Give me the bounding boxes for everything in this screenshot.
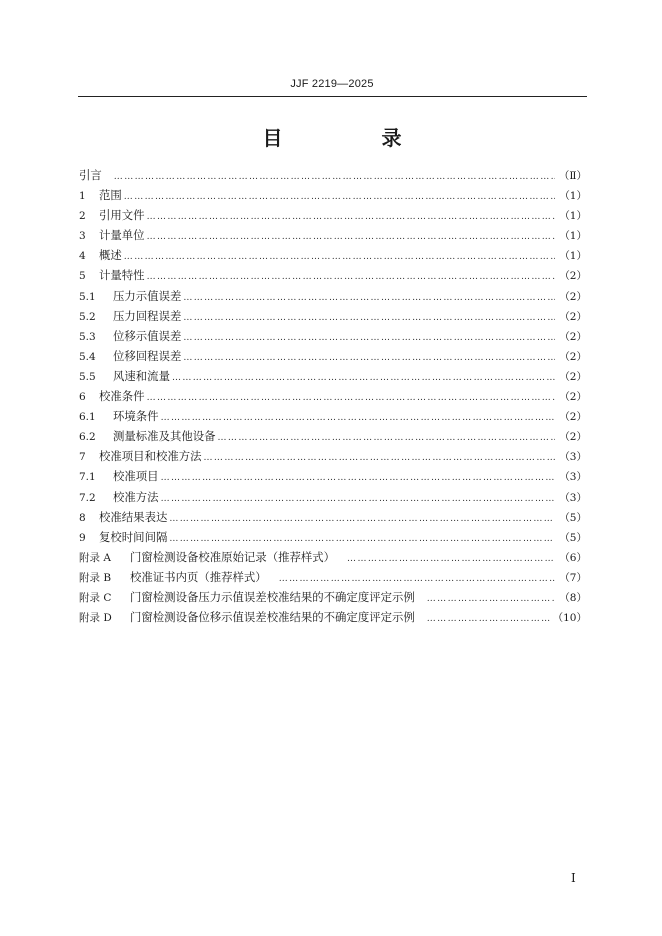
toc-entry-number: 6.1 [79,411,96,424]
toc-entry[interactable] [79,207,587,227]
toc-leader-dots [124,252,555,262]
toc-leader-dots [183,353,555,363]
toc-leader-dots [161,413,555,423]
toc-entry-number: 1 [79,190,86,203]
toc-entry-label: 环境条件 [113,409,159,424]
toc-entry[interactable] [79,468,587,488]
toc-leader-dots [183,313,555,323]
toc-entry-page: （5） [559,511,587,524]
toc-entry-number: 6.2 [79,431,96,444]
toc-entry-label: 风速和流量 [113,368,170,383]
toc-entry-label: 复校时间间隔 [99,529,168,544]
toc-entry[interactable] [79,267,587,287]
toc-entry-label: 门窗检测设备校准原始记录（推荐样式） [130,549,336,564]
toc-entry-label: 位移示值误差 [113,328,182,343]
toc-leader-dots [183,333,555,343]
toc-entry[interactable] [79,448,587,468]
toc-entry-page: （7） [559,571,587,584]
toc-entry[interactable] [79,589,587,609]
toc-leader-dots [204,453,555,463]
toc-entry-number: 5.5 [79,370,96,383]
toc-entry-number: 5 [79,270,86,283]
toc-entry-number: 附录 A [79,551,111,564]
toc-entry-label: 门窗检测设备压力示值误差校准结果的不确定度评定示例 [130,589,415,604]
toc-entry-number: 5.2 [79,310,96,323]
toc-entry-number: 3 [79,230,86,243]
table-of-contents [79,167,587,629]
toc-entry-number: 6 [79,391,86,404]
toc-entry-page: （2） [559,270,587,283]
toc-entry[interactable] [79,388,587,408]
toc-entry-number: 附录 D [79,612,112,625]
toc-leader-dots [147,393,555,403]
toc-entry-page: （3） [559,491,587,504]
toc-entry[interactable] [79,348,587,368]
toc-entry-number: 5.1 [79,290,96,303]
toc-leader-dots [218,433,555,443]
toc-entry-label: 引用文件 [99,208,145,223]
toc-entry-label: 校准证书内页（推荐样式） [130,569,267,584]
toc-entry-label: 计量特性 [99,268,145,283]
toc-entry-number: 2 [79,210,86,223]
toc-entry-page: （2） [559,411,587,424]
toc-entry-label: 概述 [99,248,122,263]
toc-entry-page: （Ⅱ） [558,170,587,182]
toc-entry-page: （2） [559,350,587,363]
toc-leader-dots [161,494,555,504]
document-code-header: JJF 2219—2025 [290,78,374,90]
toc-entry-page: （6） [559,551,587,564]
toc-leader-dots [169,514,555,524]
toc-entry-label: 校准方法 [113,489,159,504]
toc-leader-dots [147,232,555,242]
toc-entry-number: 9 [79,531,86,544]
toc-entry-page: （2） [559,330,587,343]
toc-leader-dots [147,272,555,282]
toc-entry-page: （1） [559,230,587,243]
toc-leader-dots [183,293,555,303]
toc-leader-dots [124,192,555,202]
toc-entry-number: 附录 C [79,591,112,604]
toc-entry[interactable] [79,609,587,629]
toc-leader-dots [147,212,555,222]
toc-entry[interactable] [79,308,587,328]
toc-leader-dots [427,594,555,604]
toc-leader-dots [161,473,555,483]
toc-entry-number: 7 [79,451,86,464]
toc-entry-number: 7.1 [79,471,96,484]
header-rule [78,96,587,97]
toc-entry[interactable] [79,187,587,207]
toc-leader-dots [172,373,555,383]
toc-entry-label: 压力示值误差 [113,288,182,303]
toc-entry-page: （2） [559,310,587,323]
toc-entry-label: 压力回程误差 [113,308,182,323]
toc-entry-page: （3） [559,451,587,464]
toc-entry-number: 4 [79,250,86,263]
toc-leader-dots [114,172,555,182]
toc-title: 目 录 [262,126,448,150]
toc-entry[interactable] [79,227,587,247]
toc-entry-page: （8） [559,591,587,604]
toc-entry-label: 门窗检测设备位移示值误差校准结果的不确定度评定示例 [130,610,415,625]
toc-entry-page: （10） [552,612,587,625]
toc-entry-label: 范围 [99,188,122,203]
toc-entry[interactable] [79,328,587,348]
toc-entry[interactable] [79,569,587,589]
toc-entry[interactable] [79,368,587,388]
toc-entry-number: 8 [79,511,86,524]
toc-entry-page: （3） [559,471,587,484]
toc-entry-label: 引言 [79,168,102,182]
toc-leader-dots [347,554,555,564]
toc-entry[interactable] [79,529,587,549]
page-number: Ⅰ [571,871,576,885]
toc-entry-label: 校准项目和校准方法 [99,449,202,464]
toc-entry-page: （2） [559,290,587,303]
toc-entry[interactable] [79,247,587,267]
toc-entry[interactable] [79,489,587,509]
toc-entry-label: 校准项目 [113,469,159,484]
toc-entry[interactable] [79,549,587,569]
toc-entry[interactable] [79,509,587,529]
toc-entry-page: （1） [559,250,587,263]
toc-entry-label: 位移回程误差 [113,348,182,363]
toc-leader-dots [427,614,551,624]
toc-leader-dots [169,534,555,544]
toc-entry[interactable] [79,167,587,187]
toc-entry-label: 计量单位 [99,228,145,243]
toc-entry-label: 测量标准及其他设备 [113,429,216,444]
toc-entry-number: 7.2 [79,491,96,504]
toc-entry-number: 5.3 [79,330,96,343]
toc-entry-number: 5.4 [79,350,96,363]
toc-entry[interactable] [79,288,587,308]
toc-entry[interactable] [79,408,587,428]
toc-entry-page: （2） [559,431,587,444]
toc-leader-dots [279,574,555,584]
toc-entry-page: （1） [559,190,587,203]
toc-entry-label: 校准条件 [99,389,145,404]
toc-entry[interactable] [79,428,587,448]
toc-entry-page: （2） [559,370,587,383]
toc-entry-label: 校准结果表达 [99,509,168,524]
toc-entry-page: （2） [559,391,587,404]
toc-entry-page: （5） [559,531,587,544]
toc-entry-page: （1） [559,210,587,223]
toc-entry-number: 附录 B [79,571,112,584]
